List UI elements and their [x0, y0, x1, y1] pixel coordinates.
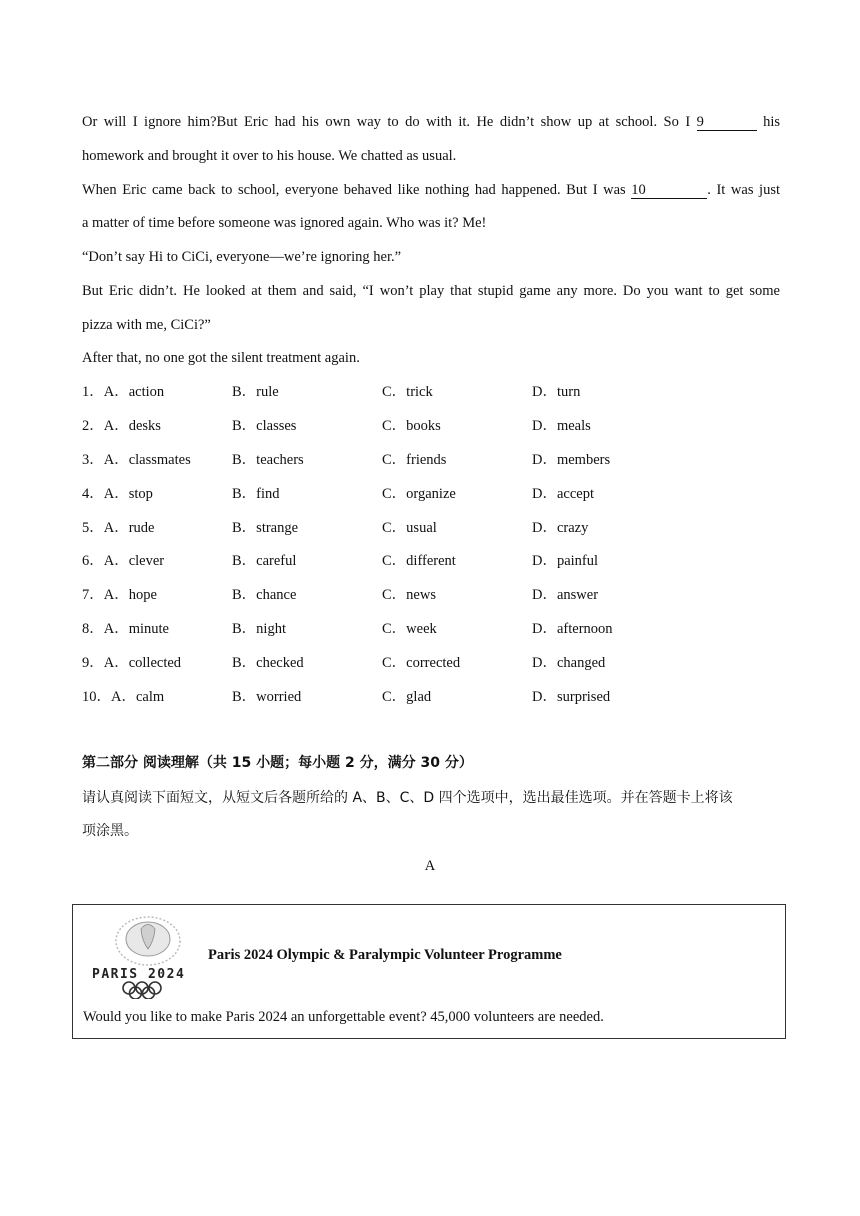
option-b: B．careful [232, 553, 297, 569]
option-a: 2．A．desks [82, 418, 161, 434]
option-b: B．worried [232, 689, 302, 705]
logo-text: PARIS 2024 [92, 967, 186, 982]
instruction-line: 请认真阅读下面短文，从短文后各题所给的 A、B、C、D 四个选项中，选出最佳选项。并在答题卡上将该 [82, 790, 733, 806]
option-c: C．different [382, 553, 456, 569]
section-heading: 第二部分 阅读理解（共 15 小题；每小题 2 分，满分 30 分） [82, 755, 473, 771]
option-c: C．trick [382, 384, 433, 400]
option-d: D．members [532, 452, 611, 468]
option-b: B．night [232, 621, 286, 637]
option-a: 8．A．minute [82, 621, 169, 637]
ad-title: Paris 2024 Olympic & Paralympic Volunteer Programme [208, 947, 562, 963]
paris-2024-emblem-icon [91, 915, 206, 999]
question-row [82, 416, 782, 436]
paris-2024-logo [91, 915, 206, 999]
option-b: B．chance [232, 587, 297, 603]
option-a: 10．A．calm [82, 689, 165, 705]
question-row [82, 450, 782, 470]
option-d: D．accept [532, 486, 594, 502]
question-row [82, 687, 782, 707]
option-a: 1．A．action [82, 384, 165, 400]
option-b: B．find [232, 486, 280, 502]
question-row [82, 653, 782, 673]
option-a: 4．A．stop [82, 486, 153, 502]
option-d: D．afternoon [532, 621, 613, 637]
option-b: B．strange [232, 520, 299, 536]
passage-line: Or will I ignore him?But Eric had his own way to do with it. He didn’t show up at school. So I 9 his [82, 114, 780, 130]
passage-line: After that, no one got the silent treatment again. [82, 350, 360, 366]
question-row [82, 585, 782, 605]
question-row [82, 518, 782, 538]
option-d: D．changed [532, 655, 606, 671]
option-a: 5．A．rude [82, 520, 155, 536]
option-c: C．corrected [382, 655, 461, 671]
option-c: C．organize [382, 486, 456, 502]
option-c: C．friends [382, 452, 447, 468]
ad-box [72, 904, 786, 1039]
option-d: D．surprised [532, 689, 611, 705]
option-c: C．news [382, 587, 436, 603]
option-d: D．answer [532, 587, 599, 603]
option-b: B．teachers [232, 452, 304, 468]
option-d: D．turn [532, 384, 581, 400]
passage-line: pizza with me, CiCi?” [82, 317, 211, 333]
option-b: B．checked [232, 655, 304, 671]
option-b: B．rule [232, 384, 279, 400]
option-a: 6．A．clever [82, 553, 165, 569]
passage-line: When Eric came back to school, everyone behaved like nothing had happened. But I was 10 . It was just [82, 182, 780, 198]
ad-text: Would you like to make Paris 2024 an unforgettable event? 45,000 volunteers are needed. [83, 1009, 604, 1025]
option-d: D．meals [532, 418, 591, 434]
question-row [82, 484, 782, 504]
option-c: C．glad [382, 689, 432, 705]
option-c: C．books [382, 418, 441, 434]
question-row [82, 382, 782, 402]
passage-line: “Don’t say Hi to CiCi, everyone—we’re ignoring her.” [82, 249, 402, 265]
option-c: C．usual [382, 520, 437, 536]
instruction-line: 项涂黑。 [82, 823, 138, 839]
option-c: C．week [382, 621, 437, 637]
section-letter: A [424, 858, 436, 874]
passage-line: homework and brought it over to his house. We chatted as usual. [82, 148, 457, 164]
option-a: 9．A．collected [82, 655, 182, 671]
option-a: 7．A．hope [82, 587, 157, 603]
blank-10: 10 [631, 182, 707, 199]
option-b: B．classes [232, 418, 297, 434]
option-a: 3．A．classmates [82, 452, 191, 468]
question-row [82, 619, 782, 639]
passage-line: But Eric didn’t. He looked at them and said, “I won’t play that stupid game any more. Do you want to get some [82, 283, 780, 299]
option-d: D．crazy [532, 520, 589, 536]
option-d: D．painful [532, 553, 599, 569]
passage-line: a matter of time before someone was ignored again. Who was it? Me! [82, 215, 487, 231]
blank-9: 9 [697, 114, 757, 131]
question-row [82, 551, 782, 571]
